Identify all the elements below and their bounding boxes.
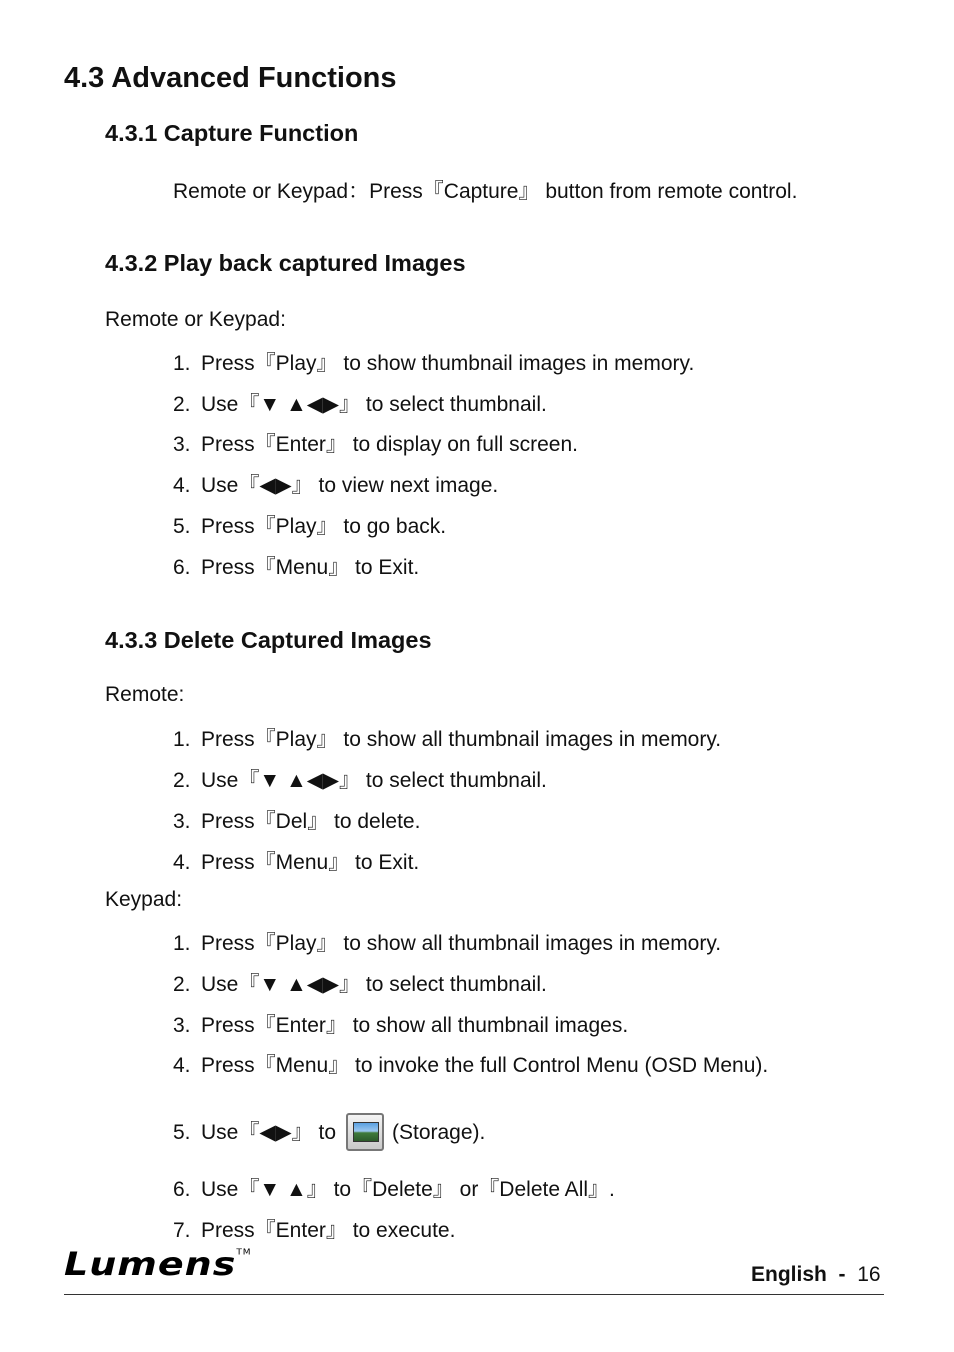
list-text: Press『Enter』 to show all thumbnail images. [201, 1014, 629, 1037]
list-item [173, 1049, 768, 1079]
list-item [173, 388, 547, 418]
list-item [173, 510, 446, 540]
list-item [173, 551, 419, 581]
list-number: 5. [173, 1121, 191, 1144]
list-number: 2. [173, 393, 191, 416]
list-text: Press『Menu』 to invoke the full Control Menu (OSD Menu). [201, 1054, 769, 1077]
list-text: Use『▼ ▲』 to『Delete』 or『Delete All』. [201, 1178, 615, 1201]
logo-text: Lumens [64, 1245, 237, 1283]
list-number: 1. [173, 352, 191, 375]
list-number: 6. [173, 556, 191, 579]
footer-language: English [751, 1263, 827, 1286]
storage-icon [346, 1113, 384, 1151]
list-item [173, 1009, 628, 1039]
list-text: Press『Menu』 to Exit. [201, 556, 420, 579]
list-number: 2. [173, 769, 191, 792]
list-item [173, 1214, 455, 1244]
list-number: 3. [173, 810, 191, 833]
list-item [173, 968, 547, 998]
list-number: 5. [173, 515, 191, 538]
list-number: 1. [173, 728, 191, 751]
delete-title: 4.3.3 Delete Captured Images [105, 627, 432, 653]
list-text: Use『▼ ▲◀▶』 to select thumbnail. [201, 769, 547, 792]
list-number: 3. [173, 433, 191, 456]
lumens-logo [64, 1245, 252, 1282]
logo-trademark: TM [236, 1248, 252, 1257]
list-number: 4. [173, 474, 191, 497]
list-text: Press『Menu』 to Exit. [201, 851, 420, 874]
page-footer [751, 1263, 881, 1287]
list-item [173, 428, 578, 458]
list-text: Press『Play』 to show all thumbnail images in memory. [201, 728, 722, 751]
list-number: 1. [173, 932, 191, 955]
list-text: Use『▼ ▲◀▶』 to select thumbnail. [201, 973, 547, 996]
list-text: Press『Play』 to show all thumbnail images in memory. [201, 932, 722, 955]
footer-separator: - [838, 1263, 846, 1286]
list-text: Press『Enter』 to display on full screen. [201, 433, 578, 456]
list-number: 7. [173, 1219, 191, 1242]
section-title: 4.3 Advanced Functions [64, 62, 397, 94]
list-item [173, 347, 694, 377]
list-number: 6. [173, 1178, 191, 1201]
list-item [173, 764, 547, 794]
storage-icon-picture [353, 1122, 379, 1142]
playback-label: Remote or Keypad: [105, 308, 286, 331]
remote-label: Remote: [105, 683, 185, 706]
list-item [173, 805, 420, 835]
capture-title: 4.3.1 Capture Function [105, 120, 359, 146]
list-item [173, 723, 721, 753]
list-number: 2. [173, 973, 191, 996]
list-text: Press『Play』 to go back. [201, 515, 447, 538]
list-text: Press『Enter』 to execute. [201, 1219, 456, 1242]
keypad-label: Keypad: [105, 888, 183, 911]
list-text: (Storage). [392, 1121, 486, 1144]
list-text: Press『Del』 to delete. [201, 810, 421, 833]
list-item [173, 1173, 615, 1203]
list-item [173, 846, 419, 876]
list-item [173, 1113, 485, 1151]
list-item [173, 469, 498, 499]
footer-divider [64, 1294, 884, 1295]
page-number: 16 [857, 1263, 881, 1286]
playback-title: 4.3.2 Play back captured Images [105, 250, 466, 276]
list-number: 4. [173, 851, 191, 874]
list-number: 4. [173, 1054, 191, 1077]
list-text: Use『◀▶』 to view next image. [201, 474, 499, 497]
list-text: Press『Play』 to show thumbnail images in memory. [201, 352, 695, 375]
list-number: 3. [173, 1014, 191, 1037]
list-item [173, 927, 721, 957]
list-text: Use『▼ ▲◀▶』 to select thumbnail. [201, 393, 547, 416]
capture-text: Remote or Keypad：Press『Capture』 button from remote control. [173, 180, 798, 203]
list-text: Use『◀▶』 to [201, 1121, 336, 1144]
